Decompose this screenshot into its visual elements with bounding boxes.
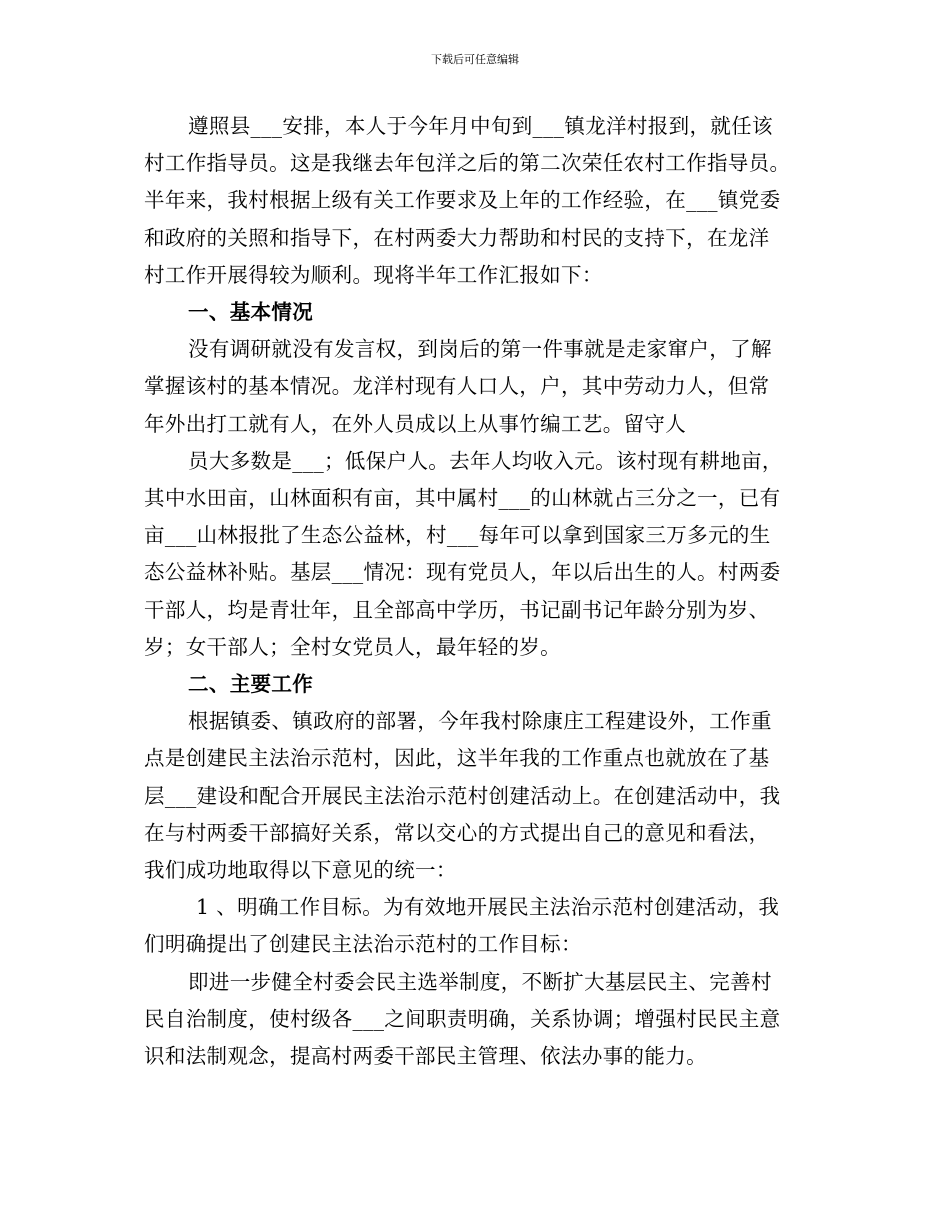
text-line: 干部人，均是青壮年，且全部高中学历，书记副书记年龄分别为岁、 [144,597,770,622]
text-line: 根据镇委、镇政府的部署，今年我村除康庄工程建设外，工作重 [188,709,772,734]
text-line: 民自治制度，使村级各___之间职责明确，关系协调；增强村民民主意 [144,1006,781,1031]
text-line: 亩___山林报批了生态公益林，村___每年可以拿到国家三万多元的生 [144,523,771,548]
text-line: 点是创建民主法治示范村，因此，这半年我的工作重点也就放在了基 [144,746,770,771]
text-line: 员大多数是___；低保户人。去年人均收入元。该村现有耕地亩， [188,448,783,473]
text-line: 岁；女干部人；全村女党员人，最年轻的岁。 [144,634,561,659]
text-line: 和政府的关照和指导下，在村两委大力帮助和村民的支持下，在龙洋 [144,225,770,250]
text-line: 村工作指导员。这是我继去年包洋之后的第二次荣任农村工作指导员。 [144,151,791,176]
text-line: 其中水田亩，山林面积有亩，其中属村___的山林就占三分之一，已有 [144,486,781,511]
text-line: 半年来，我村根据上级有关工作要求及上年的工作经验，在___镇党委 [144,188,781,213]
text-line: 年外出打工就有人，在外人员成以上从事竹编工艺。留守人 [144,411,687,436]
text-line: 识和法制观念，提高村两委干部民主管理、依法办事的能力。 [144,1044,707,1069]
text-line: 村工作开展得较为顺利。现将半年工作汇报如下： [144,262,603,287]
section-heading: 一、基本情况 [188,300,314,325]
page-header: 下载后可任意编辑 [431,53,519,66]
text-line: 们明确提出了创建民主法治示范村的工作目标： [144,932,582,957]
text-line: 掌握该村的基本情况。龙洋村现有人口人，户，其中劳动力人，但常 [144,374,770,399]
text-line: 在与村两委干部搞好关系，常以交心的方式提出自己的意见和看法， [144,820,770,845]
text-line: 遵照县___安排，本人于今年月中旬到___镇龙洋村报到，就任该 [188,114,773,138]
text-line: 层___建设和配合开展民主法治示范村创建活动上。在创建活动中，我 [144,783,781,808]
section-heading: 二、主要工作 [188,672,314,697]
list-item: 1 、明确工作目标。为有效地开展民主法治示范村创建活动，我 [196,895,780,920]
text-line: 即进一步健全村委会民主选举制度，不断扩大基层民主、完善村 [188,969,772,994]
text-line: 没有调研就没有发言权，到岗后的第一件事就是走家窜户，了解 [188,337,772,362]
document-body [144,108,814,1075]
text-line: 我们成功地取得以下意见的统一： [144,858,457,883]
text-line: 态公益林补贴。基层___情况：现有党员人，年以后出生的人。村两委 [144,560,781,585]
